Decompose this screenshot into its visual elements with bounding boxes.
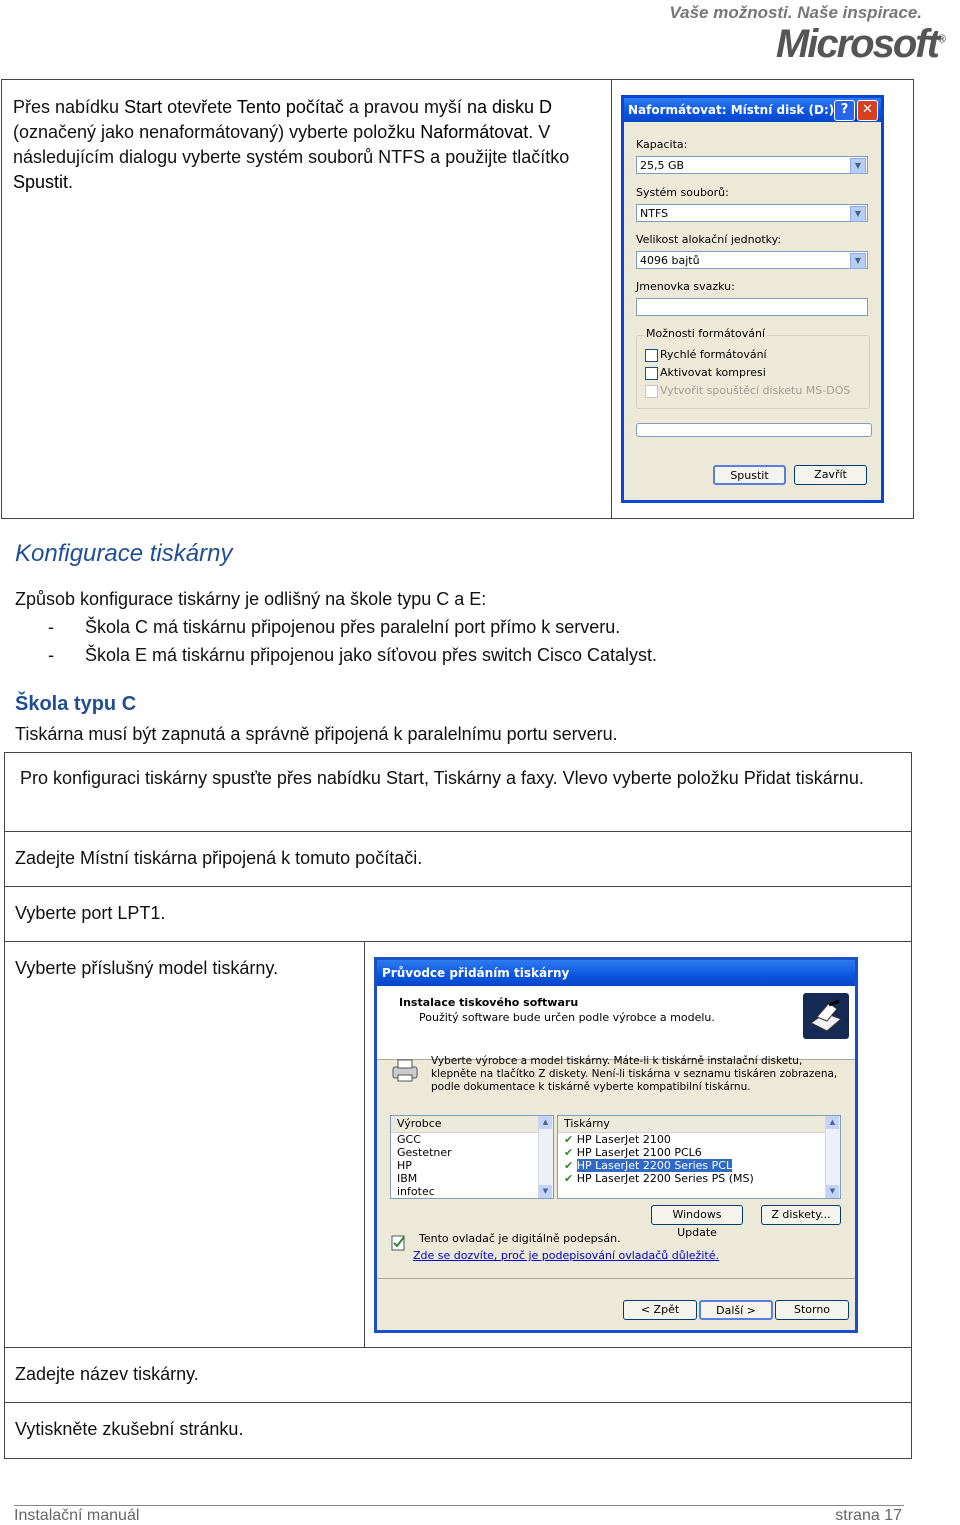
printer-wizard-icon [803, 993, 849, 1039]
scroll-up-icon[interactable]: ▲ [539, 1116, 552, 1129]
compression-label: Aktivovat kompresi [660, 366, 766, 379]
term-start: Start [124, 97, 163, 117]
row-divider [4, 831, 912, 832]
wizard-subheading: Použitý software bude určen podle výrobce a modelu. [419, 1011, 715, 1024]
scroll-down-icon[interactable]: ▼ [539, 1185, 552, 1198]
capacity-label: Kapacita: [636, 138, 688, 151]
term-start-tiskarny: Start, Tiskárny a faxy [385, 768, 553, 788]
column-divider [364, 941, 365, 1348]
step-3-text-2: . [160, 903, 166, 923]
intro-text-4: (označený jako nenaformátovaný) vyberte položku [13, 122, 421, 142]
volume-input[interactable] [636, 298, 868, 316]
step-1 [20, 766, 900, 791]
signed-icon [391, 1233, 407, 1251]
step-3 [15, 901, 165, 926]
compression-checkbox[interactable] [645, 367, 658, 380]
subheading: Škola typu C [15, 693, 137, 715]
term-pridat-tiskarnu: Přidat tiskárnu [743, 768, 859, 788]
list-item[interactable] [558, 1172, 840, 1185]
format-dialog-titlebar [624, 98, 881, 122]
filesystem-value: NTFS [640, 207, 669, 220]
signed-link[interactable]: Zde se dozvíte, proč je podepisování ovladačů důležité. [413, 1249, 719, 1262]
signed-text: Tento ovladač je digitálně podepsán. [419, 1232, 621, 1245]
volume-label: Jmenovka svazku: [636, 280, 735, 293]
term-tento-pocitac: Tento počítač [236, 97, 344, 117]
chevron-down-icon[interactable]: ▼ [850, 206, 866, 222]
step-5: Zadejte název tiskárny. [15, 1364, 199, 1384]
close-icon[interactable]: ✕ [857, 100, 878, 121]
filesystem-select[interactable] [636, 204, 868, 222]
term-mistni-tiskarna: Místní tiskárna připojená k tomuto počítači [80, 848, 418, 868]
step-1-text-3: . [858, 768, 864, 788]
intro-text-3: a pravou myší [343, 97, 467, 117]
capacity-value: 25,5 GB [640, 159, 685, 172]
allocation-select[interactable] [636, 251, 868, 269]
term-lpt1: LPT1 [117, 903, 161, 923]
list-item [48, 615, 848, 640]
help-icon[interactable]: ? [834, 100, 855, 121]
bullet-mark: - [48, 617, 54, 637]
chevron-down-icon[interactable]: ▼ [850, 158, 866, 174]
footer-right: strana 17 [835, 1507, 902, 1524]
bullet-text: Škola C má tiskárnu připojenou přes paralelní port přímo k serveru. [85, 617, 621, 637]
list-item[interactable]: infotec [397, 1185, 435, 1198]
list-item[interactable]: IBM [397, 1172, 418, 1185]
wizard-titlebar [377, 960, 855, 986]
intro-text-6: . [68, 172, 74, 192]
logo-text: Microsoft [775, 22, 938, 66]
printer-header[interactable]: Tiskárny [558, 1116, 840, 1133]
term-spustit: Spustit [13, 172, 69, 192]
list-item [48, 643, 848, 668]
msdos-disk-checkbox [645, 385, 658, 398]
list-item[interactable]: GCC [397, 1133, 421, 1146]
wizard-header [377, 986, 855, 1060]
row-divider [4, 886, 912, 887]
list-item-selected[interactable] [558, 1159, 840, 1172]
term-naformatovat: Naformátovat [420, 122, 529, 142]
chevron-down-icon[interactable]: ▼ [850, 253, 866, 269]
step-3-text-1: Vyberte port [15, 903, 118, 923]
allocation-value: 4096 bajtů [640, 254, 700, 267]
intro-text-2: otevřete [162, 97, 237, 117]
quick-format-label: Rychlé formátování [660, 348, 767, 361]
term-na-disku-d: na disku D [466, 97, 552, 117]
format-dialog-title: Naformátovat: Místní disk (D:) [628, 103, 835, 117]
printer-name: HP LaserJet 2200 Series PS (MS) [576, 1172, 754, 1185]
list-item[interactable]: Gestetner [397, 1146, 452, 1159]
step-6: Vytiskněte zkušební stránku. [15, 1419, 244, 1439]
intro-text [13, 95, 603, 195]
list-item[interactable]: HP [397, 1159, 412, 1172]
brand-tagline: Vaše možnosti. Naše inspirace. [669, 3, 922, 22]
capacity-select[interactable] [636, 156, 868, 174]
bullet-list [48, 615, 848, 668]
wizard-heading: Instalace tiskového softwaru [399, 996, 579, 1009]
row-divider [4, 1402, 912, 1403]
printer-name: HP LaserJet 2100 [576, 1133, 671, 1146]
filesystem-label: Systém souborů: [636, 186, 729, 199]
printer-check-icon: ✔ [564, 1133, 574, 1146]
intro-divider [611, 80, 612, 518]
progress-bar [636, 423, 872, 437]
step-1-text-1: Pro konfiguraci tiskárny spusťte přes nabídku [20, 768, 386, 788]
printer-icon [391, 1058, 419, 1082]
footer-rule [14, 1505, 904, 1506]
manufacturer-header[interactable]: Výrobce [391, 1116, 553, 1133]
row-divider [4, 1347, 912, 1348]
printer-check-icon: ✔ [564, 1146, 574, 1159]
subheading-text: Tiskárna musí být zapnutá a správně připojená k paralelnímu portu serveru. [15, 724, 618, 744]
step-1-text-2: . Vlevo vyberte položku [552, 768, 744, 788]
step-2-text-2: . [417, 848, 423, 868]
manufacturer-scrollbar[interactable] [538, 1116, 553, 1198]
section-lead: Způsob konfigurace tiskárny je odlišný na škole typu C a E: [15, 589, 487, 609]
bullet-mark: - [48, 645, 54, 665]
bullet-text: Škola E má tiskárnu připojenou jako síťovou přes switch Cisco Catalyst. [85, 645, 658, 665]
have-disk-button[interactable]: Z diskety... [761, 1205, 841, 1225]
printer-list[interactable] [557, 1115, 841, 1199]
printer-name: HP LaserJet 2200 Series PCL [576, 1159, 733, 1172]
wizard-info: Vyberte výrobce a model tiskárny. Máte-li k tiskárně instalační disketu, klepněte na tlačítko Z diskety. Není-li tiskárna v seznamu tiskáren zobrazena, podle dokumentace k tiskárně vyberte kompatibilní tiskárnu. [431, 1055, 838, 1093]
printer-name: HP LaserJet 2100 PCL6 [576, 1146, 702, 1159]
add-printer-wizard [374, 957, 858, 1333]
printer-scrollbar[interactable] [825, 1116, 840, 1198]
manufacturer-list[interactable] [390, 1115, 554, 1199]
intro-text-1: Přes nabídku [13, 97, 125, 117]
list-item[interactable] [558, 1146, 840, 1159]
wizard-divider [377, 1278, 855, 1279]
step-2 [15, 846, 422, 871]
back-button[interactable]: < Zpět [623, 1300, 697, 1320]
quick-format-checkbox[interactable] [645, 349, 658, 362]
allocation-label: Velikost alokační jednotky: [636, 233, 782, 246]
windows-update-button[interactable]: Windows Update [651, 1205, 743, 1225]
intro-text-5: . V následujícím dialogu vyberte systém souborů NTFS a použijte tlačítko [13, 122, 570, 167]
next-button[interactable]: Další > [699, 1300, 773, 1320]
wizard-title: Průvodce přidáním tiskárny [382, 966, 570, 980]
scroll-down-icon[interactable]: ▼ [826, 1185, 839, 1198]
step-4: Vyberte příslušný model tiskárny. [15, 958, 279, 978]
options-legend: Možnosti formátování [646, 327, 766, 340]
step-2-text-1: Zadejte [15, 848, 81, 868]
format-dialog [621, 95, 884, 503]
msdos-disk-label: Vytvořit spouštěcí disketu MS-DOS [660, 384, 851, 397]
list-item[interactable] [558, 1133, 840, 1146]
microsoft-logo [776, 22, 946, 67]
intro-section [1, 79, 914, 519]
start-button[interactable]: Spustit [713, 465, 786, 485]
footer-left: Instalační manuál [14, 1507, 140, 1524]
section-title: Konfigurace tiskárny [15, 540, 233, 567]
printer-check-icon: ✔ [564, 1159, 574, 1172]
registered-mark: ® [937, 33, 946, 46]
cancel-button[interactable]: Storno [775, 1300, 849, 1320]
printer-check-icon: ✔ [564, 1172, 574, 1185]
close-button[interactable]: Zavřít [794, 465, 867, 485]
row-divider [4, 941, 912, 942]
scroll-up-icon[interactable]: ▲ [826, 1116, 839, 1129]
